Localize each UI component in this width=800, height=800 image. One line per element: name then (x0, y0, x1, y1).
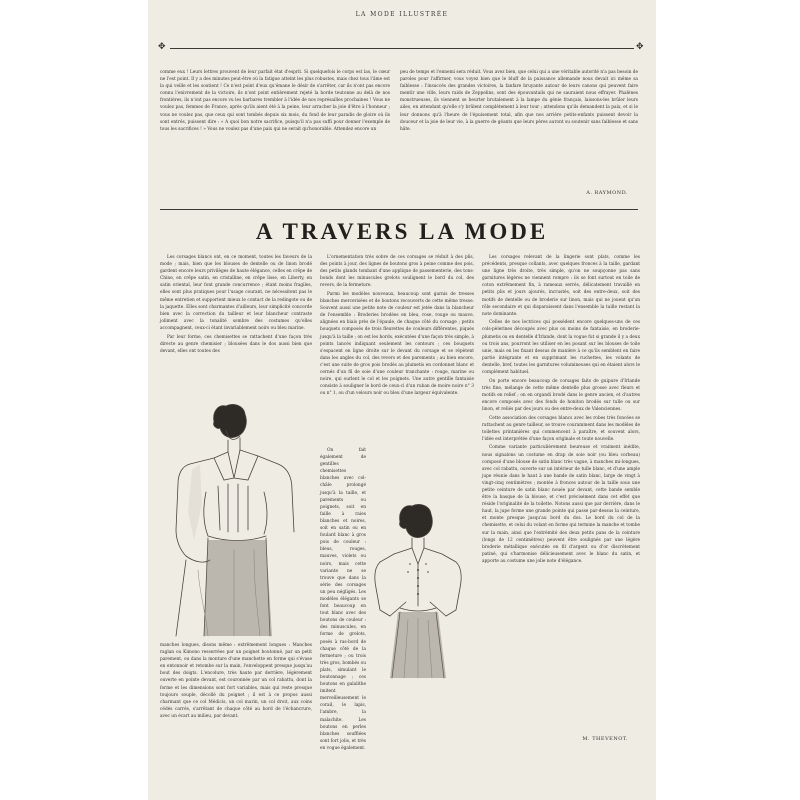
section-rule (160, 209, 638, 210)
column-1-bottom (160, 642, 312, 764)
paragraph: Les corsages relevant de la lingerie sont plats, comme les précédents, presque collants, avec quelques fronces à la taille, gardant une ligne très droite, très simple, qu'on ne soupçonne pas sans garnitures légères ne viennent rompre : ils se font surtout en toile de coton extrêmement fin, à rameaux serrés, délicatement travaillé en petits plis et jours ajourés, incrustés, soit des entre-deux, soit des motifs de dentelle ou de broderie sur linon, mais qui ne jouent qu'un rôle secondaire et qui disparaissent dans l'ensemble la taille restant la note dominante. (482, 255, 640, 317)
paragraph: Comme variante particulièrement heureuse et vraiment inédite, nous signalons un costume en drap de soie noir (ou bleu corbeau) composé d'une blouse de satin blanc très vague, à manches mi-longues, avec col rabattu, ouverte sur un intérieur de tulle blanc, et d'une ample jupe réunie dans le haut à une bande de satin blanc, large de vingt à vingt-cinq centimètres ; montée à fronces autour de la taille sous une petite ceinture de satin blanc nouée par devant, cette bande semble être la basque de la blouse, et c'est précisément dans cet effet que réside l'originalité de la toilette. Notons aussi que par derrière, dans le haut, la jupe forme une grande pointe qui passe par-dessus la ceinture, et monte presque jusqu'au bord du dos. Le bord du col de la chemisette, et celui du volant en forme qui termine la manche et tombe sur la main, ainsi que l'extrémité des deux petits pans de la ceinture (longs de 12 centimètres) peuvent être soulignés par une légère broderie métallique exécutée en fil d'argent ou d'or discrètement patiné, qui s'harmonise délicieusement avec le blanc du satin, et apporte au costume une jolie note d'élégance. (482, 445, 640, 564)
paragraph: L'ornementation très sobre de ces corsages se réduit à des plis, des points à jour, des lignes de boutons gros à peine comme des pois, des petits glands tombant d'une applique de passementerie, des tons-bonds dont les minuscules grelots soulignent le bord du col, des revers, de la fermeture. (320, 255, 474, 289)
paragraph: Celles de nos lectrices qui possèdent encore quelques-uns de ces cols-pèlerines découpés avec plus ou moins de fantaisie, en broderie-plumetis ou en dentelle d'Irlande, dont la vogue fut si grande il y a deux ou trois ans, pourront les utiliser en les posant sur les blouses de toile unie, mais en les fixant dessus de manière à ce qu'ils semblent en faire partie intégrante et en supprimant les ruchettes, les volants de dentelle, bref, toutes les garnitures volumineuses qui en étaient alors le complément habituel. (482, 320, 640, 375)
column-2-narrow (320, 447, 366, 751)
paragraph: peu de temps et l'ennemi sera réduit. Vous avez bien, que celui qui a une véritable autorité n'a pas besoin de paroles pour l'affirmer, vous voyez bien que le bluff de la puissance allemande nous devait ici même sa faiblesse : l'insuccès des grandes victoires, la fanfare bruyante autour de leurs canons qui peuvent faire mentir une ville, leurs raids de Zeppelins, sont des épouvantails qui ne sauraient nous effrayer. Phalènes monstrueuses, ils viennent se heurter brutalement à la lampe du génie français, laissons-les brûler leurs ailes, en attendant qu'elle s'y brûlent complètement à leur tour ; attendons qu'ils demandent la paix, et si le leur donnons qu'à l'heure de l'épuisement total, afin que nos arrière petits-enfants puissent devoir la douceur et la joie de leur vie, à la guerre de géants que leurs pères auront su soutenir sans faiblesse et sans hâte. (400, 70, 638, 132)
paragraph: Les corsages blancs ont, en ce moment, toutes les faveurs de la mode ; mais, bien que les blouses de dentelle ou de linon brodé gardent encore leurs privilèges de haute élégance, celles en crêpe de Chine, en crêpe satin, en cristalline, en crêpe lisse, en Liberty, en satin oriental, leur font grande concurrence ; étant moins fragiles, elles sont plus pratiques pour l'usage courant, ne nécessitent pas le même entretien et supportent mieux le contact de la redingote ou de la jaquette. Elles sont charmantes d'ailleurs, leur simplicité concorde bien avec la correction du tailleur et leur blancheur contraste joliment avec la tonalité sombre des costumes qu'elles accompagnent, ceux-ci étant invariablement noirs ou bleu marine. (160, 255, 312, 331)
magazine-page (148, 0, 656, 800)
header-rule (170, 48, 634, 49)
fleuron-right-icon: ✥ (636, 42, 644, 52)
column-3 (482, 254, 640, 714)
paragraph: Cette association des corsages blancs avec les robes très foncées se rattachent au genre tailleur, se trouve couramment dans les modèles de toilettes printanières qui commencent à paraître, et souvent alors, l'idée est interprétée d'une façon originale et toute nouvelle. (482, 415, 640, 442)
running-title: LA MODE ILLUSTRÉE (355, 11, 449, 18)
illustration-blouse-left (168, 400, 303, 640)
paragraph: On fait également de gentilles chemisettes blanches avec col-châle prolongé jusqu'à la taille, et parements ou poignets, soit en faille à raies blanches et noires, soit en satin ou en foulard blanc à gros pois de couleur : bleus, rouges, mauves, violets ou noirs, mais cette variante ne se trouve que dans la série des corsages un peu négligés. Les modèles élégants se font beaucoup en tout blanc avec des boutons de couleur : des minuscules, en forme de grelots, posés à ras-bord de chaque côté de la fermeture ; ou trois très gros, bombés ou plats, simulant le boutonnage ; ces boutons en galalithe imitent merveilleusement le corail, le lapis, l'ambre, la malachite. Les boutons en perles blanches soufflées sont fort jolis, et très en vogue également. (320, 448, 366, 751)
top-right-column (400, 69, 638, 193)
fleuron-left-icon: ✥ (158, 42, 166, 52)
top-left-column (160, 69, 390, 193)
illustration-blouse-right (368, 500, 470, 680)
paragraph: On porte encore beaucoup de corsages faits de guipure d'Irlande très fine, mélange de cette même dentelle plus grosse avec fleurs et motifs en relief ; on en organdi brodé dans le genre ancien, et d'autres encore composés avec des fonds de honiton brodés sur tulle ou sur linon, et reliés par des jours ou des entre-deux de Valenciennes. (482, 378, 640, 412)
paragraph: manches longues, disons même : extrêmement longues : Manches raglan ou Kimono resserrées par un poignet boutonné, par un petit parement, ou dans la monture d'une manchette en forme qui s'évase en entonnoir et retombe sur la main, l'enveloppent presque jusqu'au bout des doigts. L'encolure, très haute par derrière, légèrement ouverte en pointe devant, est couronnée par un col rabattu, dont la forme et les dimensions sont fort variables, mais qui reste presque toujours souple, décollé du poignet ; il est à ce propos aussi charmant que ce col Médicis, un col marin, un col droit, aux coins cédés carrés, s'arrêtant de chaque côté au bord de l'échancrure, avec un écart au milieu, par devant. (160, 643, 312, 719)
column-2-top (320, 254, 474, 445)
column-1-top (160, 254, 312, 397)
paragraph: Parmi les modèles nouveaux, beaucoup sont garnis de tresses blanches mercerisées et de boutons recouverts de cette même tresse. Souvent aussi une petite note de couleur est jetée dans la blancheur de l'ensemble : Broderies brodées en bleu, rose, rouge ou mauve, alignées en biais près de l'épaule, de chaque côté du corsage ; petits bouquets composés de trois fleurettes de couleurs différentes, piqués jusqu'à la taille ; on est les bords, exécutées d'une façon très simple, à points lancés indiquant seulement les contours ; ces bouquets s'espacent en ligne droite sur le devant du corsage et se répètent dans les angles du col, des revers et des parements ; au bien encore, c'est une suite de gros pois brodés au plumetis en cordonnet blanc et cernés d'un fil de soie d'une couleur tranchante : rouge, marine ou noire, qui ourlent le col et les poignets. Une autre gentille fantaisie consiste à souligner le bord de ceux-ci d'un ruban de moire noire n° 3 ou n° 1, ou d'un velours noir ou bleu d'une largeur équivalente. (320, 291, 474, 397)
paragraph: Par leur forme, ces chemisettes se rattachent d'une façon très directe au genre chemisier ; blousées dans le dos aussi bien que devant, elles ont toutes des (160, 334, 312, 354)
bottom-signature: M. THEVENOT. (582, 736, 628, 742)
column-2-bottom (320, 678, 474, 764)
top-signature: A. RAYMOND. (586, 190, 628, 196)
paragraph: comme eux ! Leurs lettres prouvent de leur parfait état d'esprit. Si quelquefois le corps est las, le cœur ne l'est point. Il y a des minutes peut-être où la fatigue atteint les plus robustes, mais chez tous l'âme est la qui veille et les soutient ! Ce n'est point d'eux qu'émane le désir de s'arrêter, car ils n'ont pas encore connu l'enivrement de la victoire, ils n'ont point entièrement rejeté la horde teutonne au delà de nos frontières, ils n'ont pas encore vu les barbares trembler à l'idée de nos représailles prochaines ! Vous ne voulez pas, femmes de France, après qu'ils aient été à la peine, leur arracher la joie d'être à l'honneur ; vous ne voulez pas, que ceux qui sont tombés depuis six mois, du fond de leur paradis de gloire où ils sont entrés, puissent dire : « A quoi bon notre sacrifice, puisqu'il n'a pas suffi pour donner l'exemple de tous les sacrifices ! » Vous ne voulez pas d'une paix qui ne serait qu'honorable. Attendez encore un (160, 70, 390, 132)
section-title: A TRAVERS LA MODE (255, 219, 549, 244)
